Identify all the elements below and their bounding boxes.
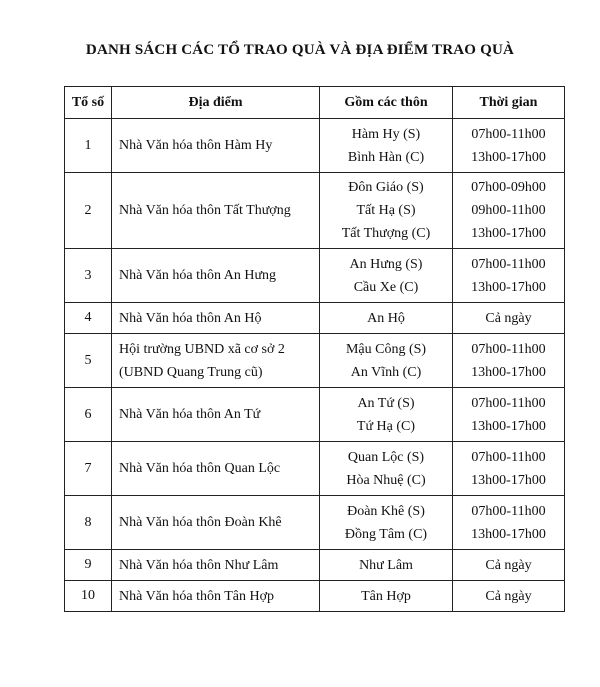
- time-slot: 07h00-09h00: [471, 180, 546, 195]
- village-name: Hòa Nhuệ (C): [346, 472, 426, 488]
- location-cell: [112, 119, 320, 173]
- location-cell: [112, 303, 320, 334]
- location-cell: [112, 173, 320, 249]
- header-group-number: Tổ số: [65, 87, 112, 119]
- time-slot: 07h00-11h00: [471, 449, 546, 465]
- location-text: (UBND Quang Trung cũ): [119, 364, 263, 380]
- time-cell: [453, 442, 565, 496]
- village-name: Mậu Công (S): [345, 341, 427, 357]
- table-row: [65, 496, 565, 550]
- table-row: [65, 581, 565, 612]
- table-row: [65, 303, 565, 334]
- time-slot: 07h00-11h00: [471, 503, 546, 519]
- time-slot: 13h00-17h00: [471, 364, 546, 380]
- location-text: Hội trường UBND xã cơ sở 2: [119, 341, 285, 357]
- group-number-cell: 2: [65, 173, 112, 249]
- group-number-cell: 6: [65, 388, 112, 442]
- villages-cell: [320, 550, 453, 581]
- village-name: An Tứ (S): [357, 395, 415, 411]
- time-slot: Cả ngày: [485, 557, 532, 573]
- group-number-cell: 8: [65, 496, 112, 550]
- time-slot: 07h00-11h00: [471, 341, 546, 357]
- villages-cell: [320, 388, 453, 442]
- village-name: Hàm Hy (S): [351, 126, 421, 142]
- group-number-cell: 3: [65, 249, 112, 303]
- village-name: Đôn Giáo (S): [348, 180, 424, 195]
- location-cell: [112, 496, 320, 550]
- villages-cell: [320, 119, 453, 173]
- table-row: [65, 119, 565, 173]
- group-number-cell: 1: [65, 119, 112, 173]
- location-cell: [112, 581, 320, 612]
- time-cell: [453, 334, 565, 388]
- time-slot: 07h00-11h00: [471, 256, 546, 272]
- group-number-cell: 10: [65, 581, 112, 612]
- time-cell: [453, 249, 565, 303]
- time-cell: [453, 581, 565, 612]
- village-name: Cầu Xe (C): [353, 279, 419, 295]
- villages-cell: [320, 581, 453, 612]
- location-text: Nhà Văn hóa thôn Đoàn Khê: [119, 515, 282, 530]
- village-name: Quan Lộc (S): [347, 449, 425, 465]
- group-number-cell: 4: [65, 303, 112, 334]
- village-name: Tất Hạ (S): [356, 203, 416, 218]
- group-number-cell: 9: [65, 550, 112, 581]
- time-slot: 13h00-17h00: [471, 418, 546, 434]
- village-name: An Vĩnh (C): [350, 364, 422, 380]
- table-row: [65, 334, 565, 388]
- location-text: Nhà Văn hóa thôn Tất Thượng: [119, 203, 291, 218]
- village-name: Đồng Tâm (C): [344, 526, 428, 542]
- time-slot: 09h00-11h00: [471, 203, 546, 218]
- village-name: Tứ Hạ (C): [356, 418, 416, 434]
- location-cell: [112, 334, 320, 388]
- table-row: [65, 173, 565, 249]
- time-slot: Cả ngày: [485, 588, 532, 604]
- time-slot: Cả ngày: [485, 310, 532, 326]
- table-header-row: [65, 87, 565, 119]
- time-slot: 07h00-11h00: [471, 395, 546, 411]
- time-slot: 13h00-17h00: [471, 472, 546, 488]
- village-name: Bình Hàn (C): [347, 149, 425, 165]
- header-time: Thời gian: [453, 87, 565, 119]
- villages-cell: [320, 249, 453, 303]
- time-slot: 13h00-17h00: [471, 226, 546, 241]
- villages-cell: [320, 303, 453, 334]
- location-text: Nhà Văn hóa thôn Hàm Hy: [119, 138, 273, 153]
- location-cell: [112, 442, 320, 496]
- village-name: An Hộ: [367, 310, 405, 326]
- villages-cell: [320, 334, 453, 388]
- village-name: An Hưng (S): [349, 256, 423, 272]
- time-slot: 13h00-17h00: [471, 526, 546, 542]
- villages-cell: [320, 442, 453, 496]
- location-text: Nhà Văn hóa thôn Tân Hợp: [119, 588, 275, 604]
- group-number-cell: 5: [65, 334, 112, 388]
- table-row: [65, 442, 565, 496]
- villages-cell: [320, 496, 453, 550]
- header-villages: Gồm các thôn: [320, 87, 453, 119]
- time-slot: 13h00-17h00: [471, 149, 546, 165]
- location-cell: [112, 388, 320, 442]
- village-name: Tân Hợp: [361, 588, 411, 604]
- location-cell: [112, 550, 320, 581]
- table-row: [65, 249, 565, 303]
- location-cell: [112, 249, 320, 303]
- time-cell: [453, 173, 565, 249]
- location-text: Nhà Văn hóa thôn Như Lâm: [119, 557, 279, 573]
- time-slot: 07h00-11h00: [471, 126, 546, 142]
- distribution-table: [64, 86, 565, 612]
- time-cell: [453, 388, 565, 442]
- village-name: Đoàn Khê (S): [347, 503, 425, 519]
- time-cell: [453, 550, 565, 581]
- time-cell: [453, 119, 565, 173]
- location-text: Nhà Văn hóa thôn An Tứ: [119, 407, 261, 422]
- time-cell: [453, 303, 565, 334]
- group-number-cell: 7: [65, 442, 112, 496]
- time-cell: [453, 496, 565, 550]
- table-row: [65, 550, 565, 581]
- location-text: Nhà Văn hóa thôn An Hộ: [119, 310, 262, 326]
- location-text: Nhà Văn hóa thôn Quan Lộc: [119, 461, 281, 476]
- header-location: Địa điểm: [112, 87, 320, 119]
- document-title: DANH SÁCH CÁC TỔ TRAO QUÀ VÀ ĐỊA ĐIỂM TRAO QUÀ: [85, 42, 515, 58]
- village-name: Tất Thượng (C): [341, 226, 431, 241]
- time-slot: 13h00-17h00: [471, 279, 546, 295]
- village-name: Như Lâm: [359, 557, 413, 573]
- location-text: Nhà Văn hóa thôn An Hưng: [119, 268, 277, 283]
- villages-cell: [320, 173, 453, 249]
- table-row: [65, 388, 565, 442]
